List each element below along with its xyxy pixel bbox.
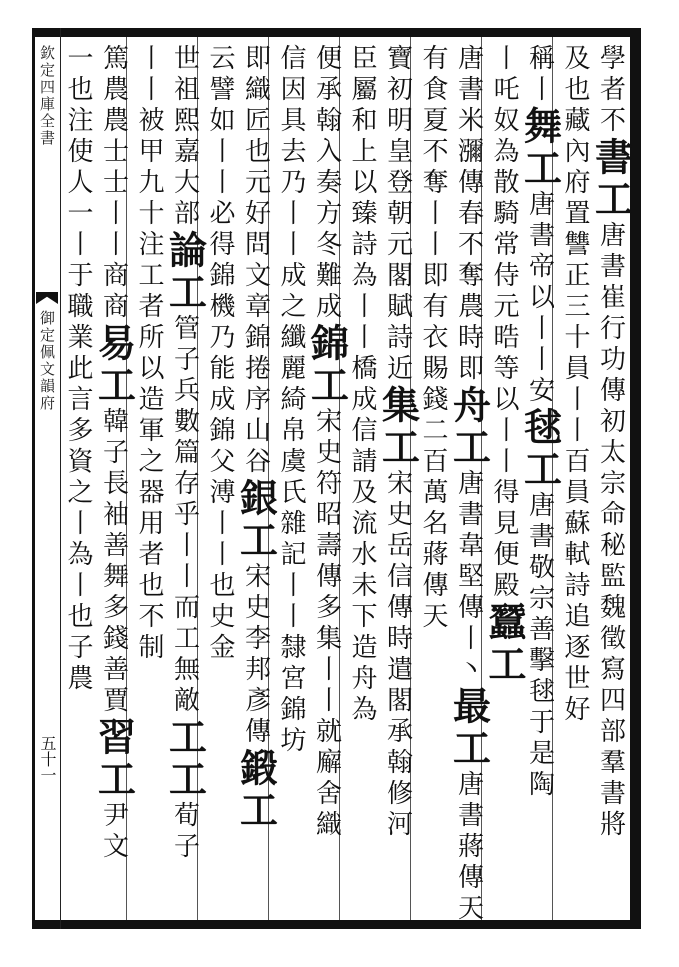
entry-heading: 習工 — [91, 717, 137, 801]
text-column — [48, 44, 100, 912]
entry-text: 唐書蔣傳天 — [453, 770, 484, 925]
entry-text: 世祖熙嘉大部 — [169, 44, 200, 230]
entry-text: 丨丨被甲九十 — [134, 44, 164, 230]
entry-text: 史金 — [205, 602, 235, 664]
entry-heading: 最工 — [446, 686, 492, 770]
entry-text: 有食夏不奪丨丨即有衣 — [418, 44, 448, 354]
entry-heading: 舞工 — [517, 106, 563, 190]
entry-text: 不制 — [134, 602, 164, 664]
entry-text: 唐書韋堅傳丨丶 — [453, 469, 484, 686]
entry-text: 唐書敬宗善擊毬于是陶 — [524, 491, 555, 801]
entry-text: 橋成信請及流水未下造舟為 — [347, 354, 377, 726]
entry-text: 賜錢二百萬名 — [418, 354, 448, 540]
entry-heading: 易工 — [91, 323, 137, 407]
entry-text: 學者不 — [595, 44, 626, 137]
entry-text: 宋史岳信傳時遣閣承翰修河 — [382, 469, 413, 841]
entry-text: 稱丨 — [524, 44, 555, 106]
entry-text: 韓子長袖善舞多錢善賈 — [98, 407, 129, 717]
margin-book-title: 欽定四庫全書 — [38, 45, 56, 147]
entry-heading: 蠶工 — [482, 602, 527, 686]
entry-text: 荀子 — [169, 801, 200, 863]
entry-text: 此言多資之丨為丨也 — [63, 354, 93, 633]
entry-text: 宋史李邦彥傳 — [240, 562, 271, 748]
entry-text: 注工者所以造軍之器用者也 — [134, 230, 164, 602]
entry-text: 纖麗綺帛虞氏雜記丨丨隸宮錦坊 — [276, 323, 306, 757]
page-border-bottom — [34, 920, 641, 929]
margin-volume-title: 御定佩文韻府 — [38, 310, 56, 412]
entry-text: 即織匠也元好問文章錦捲序山谷 — [240, 44, 271, 478]
entry-text: 丨 — [489, 44, 519, 75]
entry-heading: 毬工 — [517, 407, 563, 491]
entry-text: 云譬如丨丨必得錦機乃能成錦 — [205, 44, 235, 447]
folio-number: 五十一 — [38, 735, 57, 783]
entry-text: 唐書米瀰傳春不奪農時即 — [453, 44, 484, 385]
entry-text: 吒奴為散騎常侍 — [489, 75, 519, 292]
entry-heading: 舟工 — [446, 385, 492, 469]
entry-text: 臣屬和上以臻詩為丨丨 — [347, 44, 377, 354]
page-border-left — [32, 28, 35, 929]
entry-text: 父溥丨丨也 — [205, 447, 235, 602]
entry-text: 及也 — [560, 44, 590, 106]
entry-text: 藏內府置讐正三十員丨丨百員蘇軾詩追逐世好 — [560, 106, 590, 726]
entry-heading: 錦工 — [304, 323, 350, 407]
entry-heading: 論工 — [162, 230, 208, 314]
entry-heading: 書工 — [588, 137, 634, 221]
entry-text: 唐書崔行功傳初太宗命秘監魏徵寫四部羣書將 — [595, 221, 626, 841]
entry-text: 一也注使人一丨于職業 — [63, 44, 93, 354]
entry-text: 尹文 — [98, 801, 129, 863]
entry-heading: 工工 — [162, 717, 208, 801]
entry-text: 宋史符昭壽傳多集丨丨就廨舍織 — [311, 407, 342, 841]
entry-text: 唐書帝以丨丨安 — [524, 190, 555, 407]
entry-text: 寶初明皇登朝元閣賦詩近 — [382, 44, 413, 385]
page-border-top — [34, 28, 641, 37]
entry-heading: 銀工 — [233, 478, 279, 562]
entry-heading: 鍛工 — [233, 748, 279, 832]
entry-text: 管子兵數篇存乎丨丨而工無敵 — [169, 314, 200, 717]
entry-text: 子農 — [63, 633, 93, 695]
entry-heading: 集工 — [375, 385, 421, 469]
entry-text: 元晧等以丨丨得見便殿 — [489, 292, 519, 602]
entry-text: 便承翰入奏方冬難成 — [311, 44, 342, 323]
entry-text: 蔣傳天 — [418, 540, 448, 633]
entry-text: 篤農農士士丨丨商商 — [98, 44, 129, 323]
entry-text: 信因具去乃丨丨成之 — [276, 44, 306, 323]
